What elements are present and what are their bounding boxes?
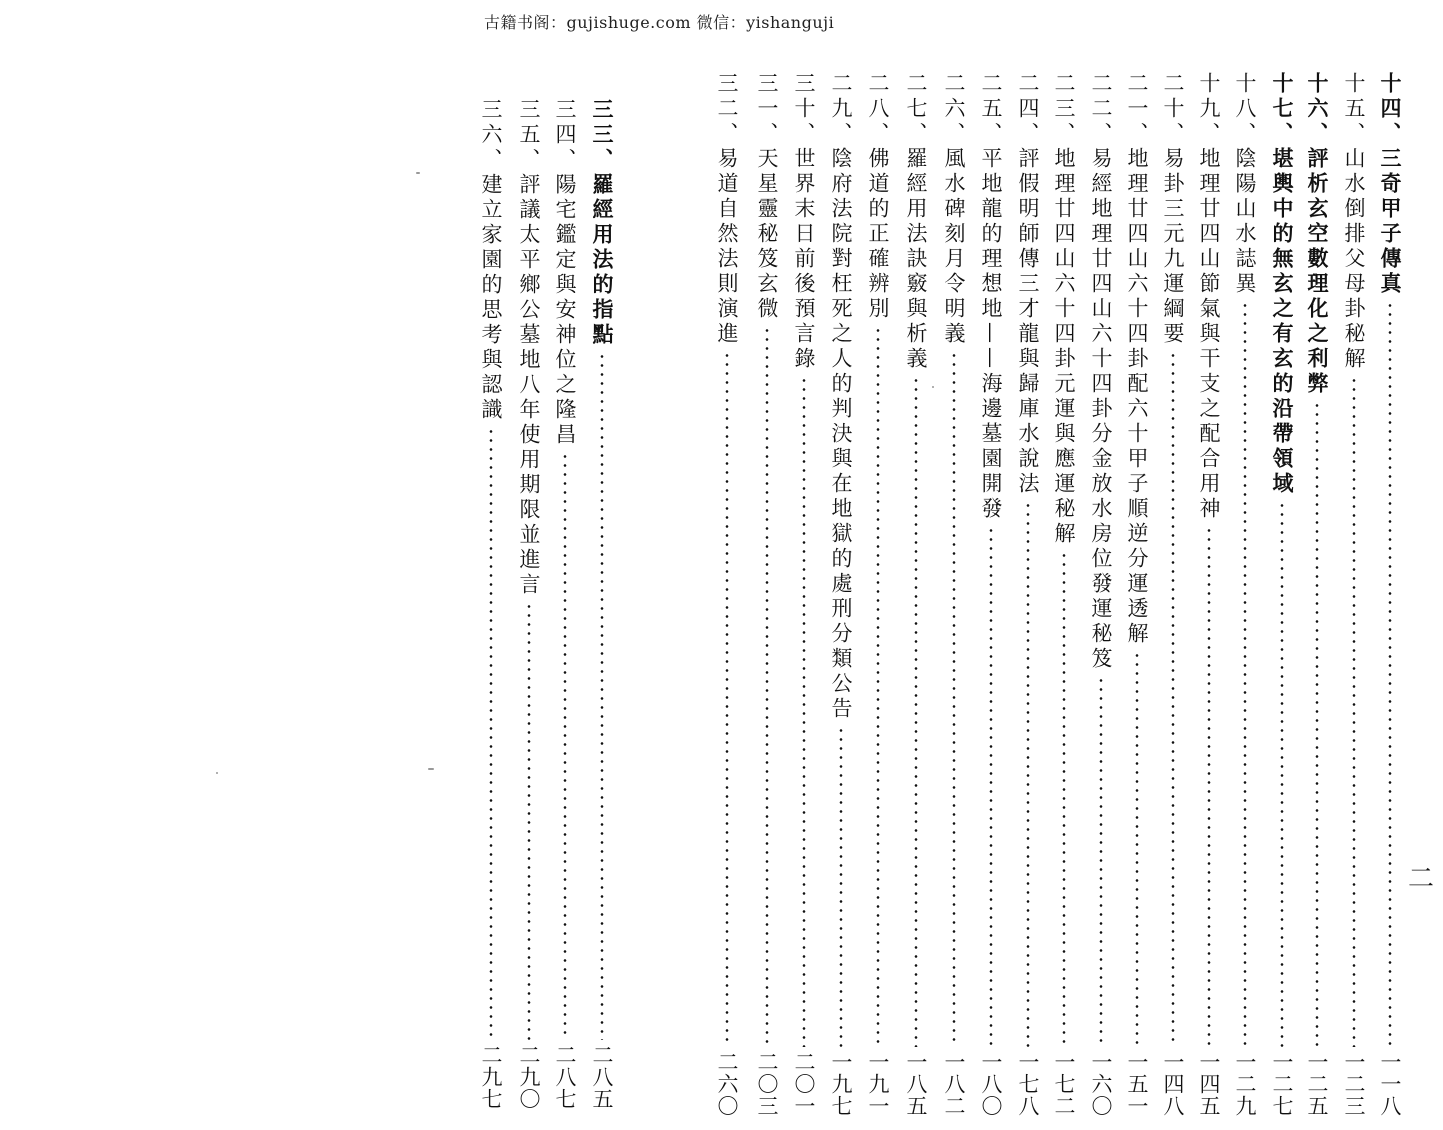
dot-leader <box>1062 551 1066 1047</box>
dot-leader <box>1352 376 1356 1047</box>
toc-entry-page: 二九七 <box>479 1044 503 1110</box>
toc-entry-title: 二五、平地龍的理想地——海邊墓園開發 <box>979 72 1003 522</box>
toc-entry-page: 二八七 <box>553 1044 577 1110</box>
toc-entry-title: 二一、地理廿四山六十四卦配六十甲子順逆分運透解 <box>1125 72 1149 647</box>
toc-entry-33 <box>588 98 616 1110</box>
toc-entry-page: 一七八 <box>1016 1051 1040 1117</box>
scan-speck <box>416 172 420 174</box>
toc-entry-page: 一八二 <box>942 1051 966 1117</box>
toc-entry-page: 一二九 <box>1233 1051 1257 1117</box>
toc-entry-title: 二七、羅經用法訣竅與析義 <box>904 72 928 372</box>
dot-leader <box>1171 351 1175 1047</box>
toc-entry-page: 二〇一 <box>792 1051 816 1117</box>
dot-leader <box>1099 676 1103 1047</box>
toc-entry-title: 三五、評議太平鄉公墓地八年使用期限並進言 <box>517 98 541 598</box>
toc-entry-title: 二十、易卦三元九運綱要 <box>1161 72 1185 347</box>
watermark-header: 古籍书阁：gujishuge.com 微信：yishanguji <box>484 13 835 32</box>
dot-leader <box>1026 501 1030 1047</box>
toc-entry-title: 二八、佛道的正確辨別 <box>866 72 890 322</box>
toc-entry-title: 二九、陰府法院對枉死之人的判決與在地獄的處刑分類公告 <box>829 72 853 722</box>
toc-entry-26 <box>940 72 968 1117</box>
toc-entry-15 <box>1340 72 1368 1117</box>
toc-entry-14 <box>1376 72 1404 1117</box>
dot-leader <box>989 526 993 1047</box>
toc-entry-page: 一八五 <box>904 1051 928 1117</box>
toc-entry-page: 二六〇 <box>715 1051 739 1117</box>
toc-entry-31 <box>753 72 781 1117</box>
toc-entry-25 <box>977 72 1005 1117</box>
dot-leader <box>765 326 769 1047</box>
toc-entry-28 <box>864 72 892 1117</box>
toc-entry-title: 三十、世界末日前後預言錄 <box>792 72 816 372</box>
toc-entry-34 <box>551 98 579 1110</box>
toc-entry-21 <box>1123 72 1151 1117</box>
toc-entry-page: 一四五 <box>1197 1051 1221 1117</box>
scan-speck <box>216 772 218 774</box>
toc-entry-title: 十四、三奇甲子傳真 <box>1378 72 1403 297</box>
toc-entry-page: 一七二 <box>1052 1051 1076 1117</box>
toc-entry-36 <box>477 98 505 1110</box>
dot-leader <box>1315 401 1319 1047</box>
dot-leader <box>600 352 604 1040</box>
dot-leader <box>876 326 880 1047</box>
toc-entry-page: 一一八 <box>1378 1051 1402 1117</box>
toc-entry-page: 一六〇 <box>1089 1051 1113 1117</box>
toc-entry-page: 一五一 <box>1125 1051 1149 1117</box>
toc-entry-page: 二八五 <box>590 1044 614 1110</box>
dot-leader <box>489 427 493 1040</box>
dot-leader <box>527 602 531 1040</box>
toc-entry-title: 十八、陰陽山水誌異 <box>1233 72 1257 297</box>
toc-entry-page: 二九〇 <box>517 1044 541 1110</box>
toc-entry-17 <box>1268 72 1296 1117</box>
toc-entry-page: 一八〇 <box>979 1051 1003 1117</box>
toc-entry-page: 一九七 <box>829 1051 853 1117</box>
dot-leader <box>914 376 918 1047</box>
toc-entry-23 <box>1050 72 1078 1117</box>
toc-entry-title: 三二、易道自然法則演進 <box>715 72 739 347</box>
toc-entry-24 <box>1014 72 1042 1117</box>
toc-entry-27 <box>902 72 930 1117</box>
toc-entry-29 <box>827 72 855 1117</box>
toc-entry-title: 二二、易經地理廿四山六十四卦分金放水房位發運秘笈 <box>1089 72 1113 672</box>
toc-entry-18 <box>1231 72 1259 1117</box>
dot-leader <box>839 726 843 1047</box>
toc-entry-title: 二四、評假明師傳三才龍與歸庫水說法 <box>1016 72 1040 497</box>
toc-entry-title: 二三、地理廿四山六十四卦元運與應運秘解 <box>1052 72 1076 547</box>
dot-leader <box>802 376 806 1047</box>
toc-entry-16 <box>1303 72 1331 1117</box>
toc-entry-title: 三三、羅經用法的指點 <box>590 98 615 348</box>
page-number: 二 <box>1408 864 1435 894</box>
toc-entry-title: 三六、建立家園的思考與認識 <box>479 98 503 423</box>
toc-entry-title: 十九、地理廿四山節氣與干支之配合用神 <box>1197 72 1221 522</box>
toc-entry-page: 一九一 <box>866 1051 890 1117</box>
dot-leader <box>1135 651 1139 1047</box>
toc-entry-page: 二〇三 <box>755 1051 779 1117</box>
toc-entry-32 <box>713 72 741 1117</box>
toc-entry-title: 二六、風水碑刻月令明義 <box>942 72 966 347</box>
toc-entry-page: 一四八 <box>1161 1051 1185 1117</box>
dot-leader <box>1207 526 1211 1047</box>
toc-entry-title: 十六、評析玄空數理化之利弊 <box>1305 72 1330 397</box>
scan-speck <box>932 386 934 388</box>
toc-entry-page: 一二七 <box>1270 1051 1294 1117</box>
toc-entry-page: 一二五 <box>1305 1051 1329 1117</box>
dot-leader <box>725 351 729 1047</box>
dot-leader <box>563 452 567 1040</box>
toc-entry-title: 十七、堪輿中的無玄之有玄的沿帶領域 <box>1270 72 1295 497</box>
toc-entry-title: 三四、陽宅鑑定與安神位之隆昌 <box>553 98 577 448</box>
dot-leader <box>1388 301 1392 1047</box>
toc-entry-20 <box>1159 72 1187 1117</box>
toc-entry-title: 十五、山水倒排父母卦秘解 <box>1342 72 1366 372</box>
dot-leader <box>1243 301 1247 1047</box>
toc-entry-title: 三一、天星靈秘笈玄微 <box>755 72 779 322</box>
toc-entry-35 <box>515 98 543 1110</box>
toc-entry-30 <box>790 72 818 1117</box>
dot-leader <box>1280 501 1284 1047</box>
toc-entry-page: 一二三 <box>1342 1051 1366 1117</box>
toc-entry-22 <box>1087 72 1115 1117</box>
dot-leader <box>952 351 956 1047</box>
scan-speck <box>428 768 434 770</box>
toc-entry-19 <box>1195 72 1223 1117</box>
